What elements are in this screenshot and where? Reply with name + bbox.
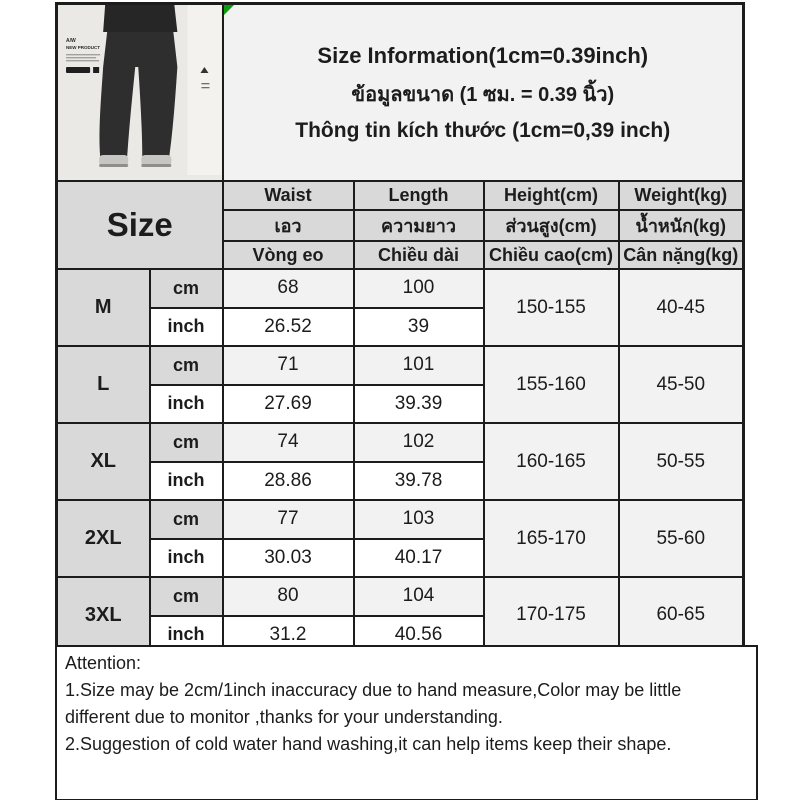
photo-caption-line1: A/W [66,38,76,44]
waist-inch-m: 26.52 [223,308,354,347]
length-cm-l: 101 [354,346,484,385]
title-thai: ข้อมูลขนาด (1 ซม. = 0.39 นิ้ว) [351,83,615,106]
col-header-length-vi: Chiều dài [354,241,484,269]
col-header-height-th: ส่วนสูง(cm) [484,210,619,241]
col-header-height-en: Height(cm) [484,181,619,210]
height-l: 155-160 [484,346,619,423]
waist-cm-3xl: 80 [223,577,354,616]
weight-2xl: 55-60 [619,500,744,577]
size-cell-3xl: 3XL [57,577,150,654]
size-cell-m: M [57,269,150,346]
title-stack [224,43,743,143]
attention-box [55,645,758,800]
size-cell-2xl: 2XL [57,500,150,577]
unit-label-cm: cm [150,269,223,308]
height-2xl: 165-170 [484,500,619,577]
photo-side-text-mark [201,83,209,84]
weight-l: 45-50 [619,346,744,423]
unit-label-cm: cm [150,346,223,385]
photo-side-text-mark [201,87,209,88]
pants-hip [103,32,177,67]
product-photo-cell [57,4,223,182]
length-inch-3xl: 40.56 [354,616,484,655]
unit-label-inch: inch [150,385,223,424]
unit-label-inch: inch [150,462,223,501]
unit-label-cm: cm [150,500,223,539]
size-cell-xl: XL [57,423,150,500]
length-cm-m: 100 [354,269,484,308]
weight-3xl: 60-65 [619,577,744,654]
height-m: 150-155 [484,269,619,346]
length-cm-xl: 102 [354,423,484,462]
waist-cm-xl: 74 [223,423,354,462]
unit-label-inch: inch [150,616,223,655]
cell-corner-flag-icon [224,5,234,15]
attention-note-2: 2.Suggestion of cold water hand washing,it can help items keep their shape. [65,734,672,754]
waist-cm-2xl: 77 [223,500,354,539]
height-xl: 160-165 [484,423,619,500]
col-header-length-th: ความยาว [354,210,484,241]
unit-label-inch: inch [150,539,223,578]
photo-caption-line2: NEW PRODUCT [66,45,101,50]
waist-cm-l: 71 [223,346,354,385]
col-header-waist-en: Waist [223,181,354,210]
waist-cm-m: 68 [223,269,354,308]
title-english: Size Information(1cm=0.39inch) [317,42,649,68]
waist-inch-l: 27.69 [223,385,354,424]
photo-right-panel [187,5,221,175]
col-header-weight-vi: Cân nặng(kg) [619,241,744,269]
table-row [57,577,744,616]
table-row [57,346,744,385]
left-shoe-sole [99,164,128,167]
title-vietnamese: Thông tin kích thước (1cm=0,39 inch) [295,118,671,142]
length-inch-m: 39 [354,308,484,347]
shirt-silhouette [103,5,177,32]
size-cell-l: L [57,346,150,423]
col-header-length-en: Length [354,181,484,210]
length-cm-2xl: 103 [354,500,484,539]
col-header-waist-th: เอว [223,210,354,241]
table-row [57,423,744,462]
product-photo [58,5,222,175]
col-header-waist-vi: Vòng eo [223,241,354,269]
unit-label-cm: cm [150,577,223,616]
col-header-weight-th: น้ำหนัก(kg) [619,210,744,241]
weight-xl: 50-55 [619,423,744,500]
unit-label-inch: inch [150,308,223,347]
length-inch-2xl: 40.17 [354,539,484,578]
photo-badge-square [93,67,99,73]
photo-badge-pill [66,67,90,73]
weight-m: 40-45 [619,269,744,346]
attention-heading: Attention: [65,653,142,673]
size-table [55,2,745,656]
title-cell [223,4,744,182]
attention-note-1: 1.Size may be 2cm/1inch inaccuracy due to hand measure,Color may be little different due to monitor ,thanks for your understanding. [65,680,682,727]
col-header-height-vi: Chiều cao(cm) [484,241,619,269]
size-header-cell: Size [57,181,223,269]
length-cm-3xl: 104 [354,577,484,616]
length-inch-xl: 39.78 [354,462,484,501]
length-inch-l: 39.39 [354,385,484,424]
photo-fineprint-line [66,57,96,58]
unit-label-cm: cm [150,423,223,462]
photo-fineprint-line [66,54,100,55]
waist-inch-2xl: 30.03 [223,539,354,578]
photo-fineprint-line [66,60,99,61]
table-row [57,500,744,539]
waist-inch-xl: 28.86 [223,462,354,501]
table-row [57,269,744,308]
waist-inch-3xl: 31.2 [223,616,354,655]
right-shoe-sole [141,164,171,167]
col-header-weight-en: Weight(kg) [619,181,744,210]
height-3xl: 170-175 [484,577,619,654]
